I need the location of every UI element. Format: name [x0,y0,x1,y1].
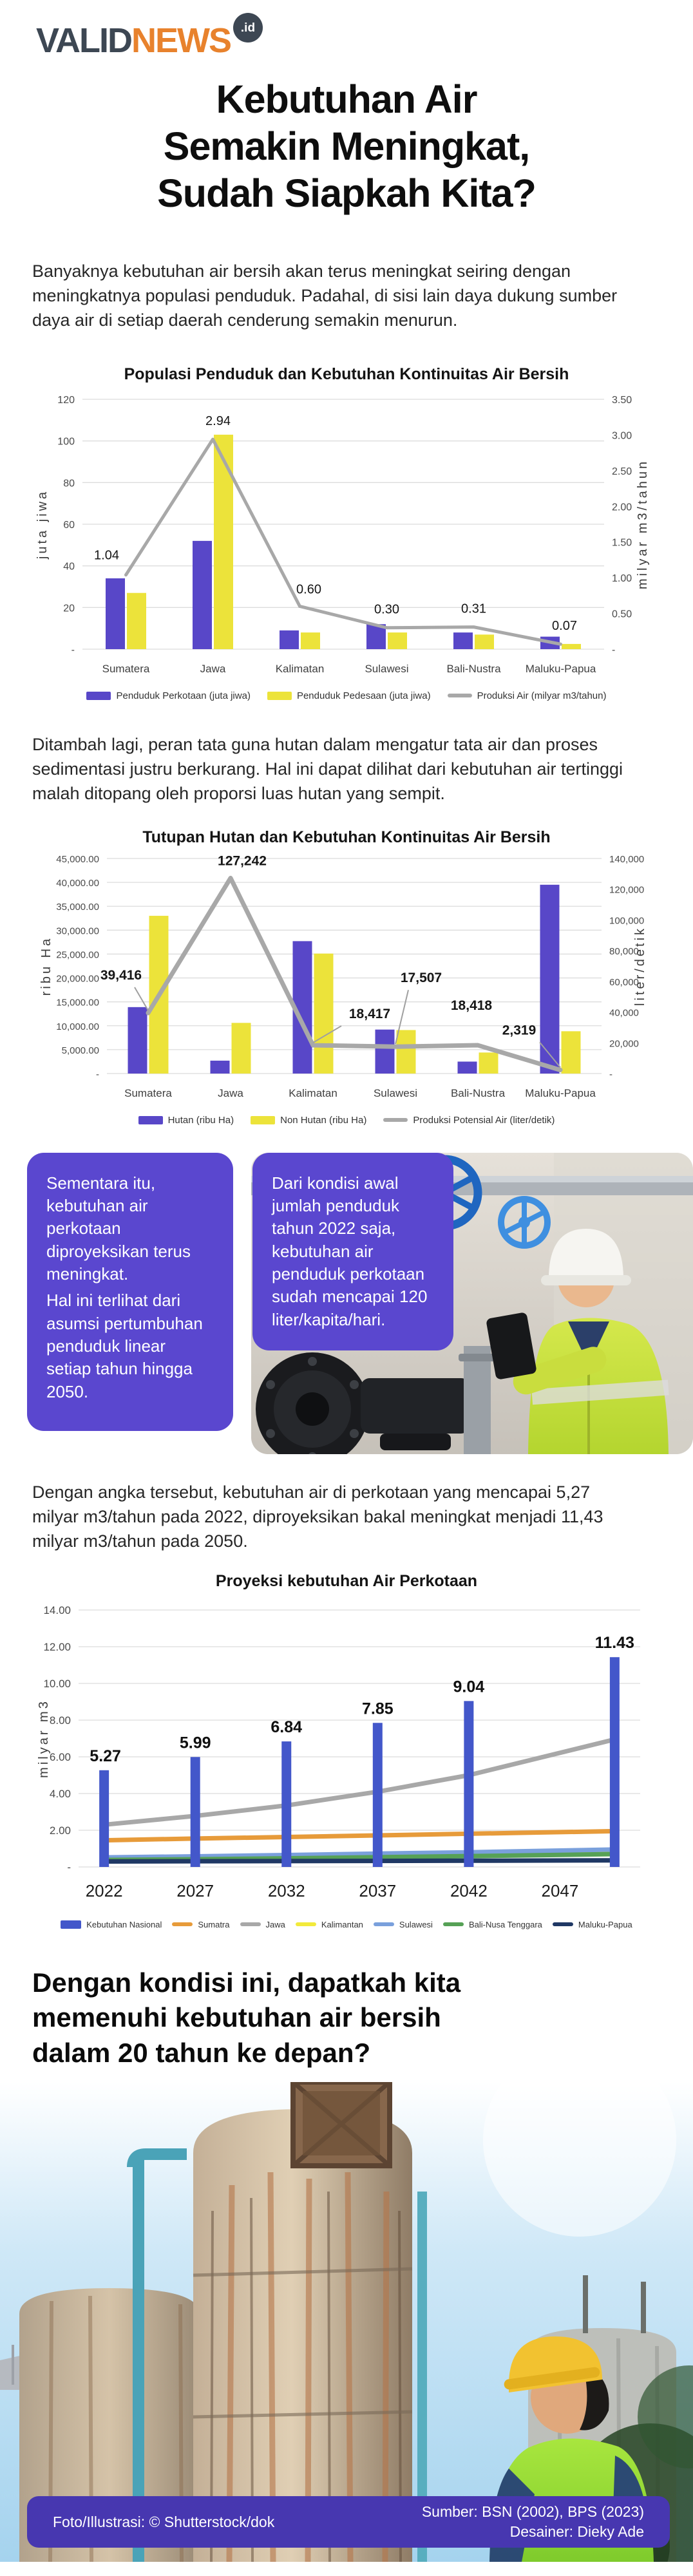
svg-text:20: 20 [63,602,75,614]
svg-text:liter/detik: liter/detik [633,925,647,1006]
legend-label: Produksi Potensial Air (liter/detik) [413,1114,555,1126]
urban-water-projection-chart [31,1593,662,1918]
legend-item [251,1115,366,1126]
svg-text:5,000.00: 5,000.00 [61,1045,99,1056]
forest-chart-section [0,828,693,1126]
population-chart-section [0,365,693,701]
legend-item [443,1920,542,1929]
svg-text:-: - [67,1861,71,1873]
svg-text:10,000.00: 10,000.00 [56,1021,99,1032]
svg-text:30,000.00: 30,000.00 [56,925,99,936]
legend-label: Maluku-Papua [578,1919,632,1929]
svg-text:2027: 2027 [176,1880,214,1900]
legend-swatch [383,1118,408,1122]
legend-item [172,1920,229,1929]
title-line-1: Kebutuhan Air [216,77,477,121]
title-line-2: Semakin Meningkat, [163,124,530,169]
svg-text:40,000: 40,000 [609,1007,639,1019]
legend-swatch [138,1116,163,1124]
svg-text:2037: 2037 [359,1880,397,1900]
svg-text:40,000.00: 40,000.00 [56,877,99,889]
validnews-logo [36,23,693,58]
footer-source: Sumber: BSN (2002), BPS (2023) [421,2503,644,2521]
logo-valid-text: VALID [36,21,131,60]
legend-swatch [172,1922,193,1926]
water-tanks-illustration [0,2082,693,2562]
forest-chart-legend [0,1115,693,1126]
legend-label: Produksi Air (milyar m3/tahun) [477,690,607,701]
population-chart-legend [0,690,693,701]
svg-text:Jawa: Jawa [218,1086,243,1099]
legend-swatch [553,1922,573,1926]
svg-text:18,418: 18,418 [450,998,493,1013]
page-title [26,76,667,218]
projection-chart-section [0,1572,693,1929]
legend-label: Jawa [265,1919,285,1929]
projection-chart-title: Proyeksi kebutuhan Air Perkotaan [215,1571,478,1590]
title-line-3: Sudah Siapkah Kita? [157,171,536,216]
callout-box1-paragraph-1: Sementara itu, kebutuhan air perkotaan diproyeksikan terus meningkat. [46,1173,191,1283]
svg-text:14.00: 14.00 [43,1604,71,1616]
svg-text:10.00: 10.00 [43,1677,71,1690]
svg-text:6.00: 6.00 [49,1750,71,1763]
legend-label: Bali-Nusa Tenggara [468,1919,542,1929]
footer-source-designer [422,2502,644,2542]
svg-text:milyar m3: milyar m3 [37,1698,51,1778]
legend-swatch [86,692,111,700]
svg-text:2032: 2032 [267,1880,305,1900]
svg-text:80,000: 80,000 [609,945,639,957]
legend-item [86,690,250,701]
svg-text:5.99: 5.99 [179,1733,211,1752]
svg-text:2047: 2047 [541,1880,579,1900]
svg-text:120: 120 [57,394,75,406]
svg-text:0.31: 0.31 [461,601,486,616]
population-water-chart [31,386,662,689]
svg-text:2,319: 2,319 [502,1022,536,1037]
svg-text:40: 40 [63,561,75,573]
svg-text:Bali-Nustra: Bali-Nustra [450,1086,506,1099]
svg-text:0.60: 0.60 [296,582,321,597]
legend-swatch [448,694,472,697]
svg-text:-: - [612,644,616,656]
svg-text:0.50: 0.50 [612,609,632,620]
legend-swatch [240,1922,261,1926]
svg-text:Jawa: Jawa [200,662,226,675]
svg-text:20,000: 20,000 [609,1037,639,1049]
legend-swatch [374,1922,394,1926]
svg-text:0.07: 0.07 [552,618,577,633]
footer-designer: Desainer: Dieky Ade [509,2523,644,2541]
svg-text:17,507: 17,507 [400,970,442,985]
footer-photo-credit: Foto/Illustrasi: © Shutterstock/dok [53,2513,275,2530]
population-chart-title: Populasi Penduduk dan Kebutuhan Kontinuitas Air Bersih [124,365,569,383]
legend-item [267,690,431,701]
callout-box-2022 [252,1153,453,1351]
footer-credit-bar [27,2496,670,2548]
svg-text:2.50: 2.50 [612,466,632,477]
svg-text:-: - [609,1068,612,1080]
callout-box-projection [27,1153,233,1431]
legend-item [383,1115,555,1126]
svg-text:8.00: 8.00 [49,1714,71,1727]
svg-text:0.30: 0.30 [374,602,399,617]
legend-label: Kebutuhan Nasional [86,1919,162,1929]
svg-text:1.04: 1.04 [94,548,119,563]
legend-label: Hutan (ribu Ha) [167,1114,234,1126]
closing-question: Dengan kondisi ini, dapatkah kita memenuhi kebutuhan air bersih dalam 20 tahun ke depan? [32,1967,461,2068]
forest-water-chart [31,849,662,1113]
svg-text:2.00: 2.00 [612,501,632,513]
legend-label: Penduduk Pedesaan (juta jiwa) [296,690,431,701]
legend-item [296,1920,363,1929]
legend-swatch [61,1920,81,1929]
legend-label: Kalimantan [321,1919,363,1929]
svg-text:35,000.00: 35,000.00 [56,901,99,913]
projection-paragraph: Dengan angka tersebut, kebutuhan air di perkotaan yang mencapai 5,27 milyar m3/tahun pada 2022, diproyeksikan bakal meningkat menjadi 11,43 milyar m3/tahun pada 2050. [32,1482,603,1551]
svg-text:4.00: 4.00 [49,1787,71,1800]
svg-text:18,417: 18,417 [348,1006,391,1021]
legend-label: Penduduk Perkotaan (juta jiwa) [116,690,251,701]
svg-text:80: 80 [63,477,75,489]
legend-swatch [267,692,292,700]
svg-text:100,000: 100,000 [609,914,645,926]
svg-text:6.84: 6.84 [271,1718,303,1736]
svg-text:15,000.00: 15,000.00 [56,997,99,1009]
svg-text:Kalimatan: Kalimatan [289,1086,337,1099]
legend-item [374,1920,433,1929]
svg-text:12.00: 12.00 [43,1640,71,1653]
logo-id-badge: .id [233,13,263,43]
svg-text:60,000: 60,000 [609,976,639,988]
svg-text:5.27: 5.27 [90,1747,121,1765]
water-tanks-photo [0,2082,693,2562]
svg-text:-: - [96,1068,99,1080]
svg-text:Sulawesi: Sulawesi [373,1086,418,1099]
svg-text:ribu Ha: ribu Ha [39,936,53,996]
svg-text:11.43: 11.43 [594,1633,634,1652]
svg-text:100: 100 [57,436,75,448]
callout-box2-paragraph: Dari kondisi awal jumlah penduduk tahun 2022 saja, kebutuhan air penduduk perkotaan sudah mencapai 120 liter/kapita/hari. [272,1173,428,1329]
legend-swatch [443,1922,464,1926]
logo-news-text: NEWS [131,21,231,60]
projection-chart-legend [0,1920,693,1929]
forest-chart-title: Tutupan Hutan dan Kebutuhan Kontinuitas Air Bersih [142,828,551,846]
legend-label: Non Hutan (ribu Ha) [280,1114,367,1126]
svg-text:127,242: 127,242 [218,853,267,868]
legend-item [138,1115,234,1126]
legend-label: Sumatra [198,1919,230,1929]
svg-text:120,000: 120,000 [609,884,645,896]
svg-text:7.85: 7.85 [361,1699,394,1718]
svg-text:3.50: 3.50 [612,394,632,406]
svg-text:140,000: 140,000 [609,853,645,865]
svg-text:39,416: 39,416 [100,967,142,983]
legend-item [553,1920,632,1929]
svg-text:2042: 2042 [450,1880,488,1900]
svg-text:milyar m3/tahun: milyar m3/tahun [636,459,650,589]
legend-item [240,1920,285,1929]
svg-text:Sumatera: Sumatera [124,1086,172,1099]
svg-text:3.00: 3.00 [612,430,632,441]
svg-text:2022: 2022 [85,1880,123,1900]
intro-paragraph: Banyaknya kebutuhan air bersih akan terus meningkat seiring dengan meningkatnya populasi penduduk. Padahal, di sisi lain daya dukung sumber daya air di setiap daerah cenderung semakin menurun. [32,261,618,330]
svg-text:1.50: 1.50 [612,537,632,549]
callout-box1-paragraph-2: Hal ini terlihat dari asumsi pertumbuhan penduduk linear setiap tahun hingga 2050. [46,1291,203,1401]
legend-swatch [251,1116,275,1124]
svg-text:9.04: 9.04 [453,1677,485,1696]
svg-text:Bali-Nustra: Bali-Nustra [446,662,501,675]
svg-text:-: - [71,644,75,656]
svg-text:Sulawesi: Sulawesi [365,662,409,675]
svg-text:2.94: 2.94 [205,413,231,428]
svg-text:2.00: 2.00 [49,1824,71,1837]
svg-text:20,000.00: 20,000.00 [56,973,99,985]
svg-text:juta jiwa: juta jiwa [35,489,50,559]
svg-text:45,000.00: 45,000.00 [56,853,99,865]
svg-text:Kalimatan: Kalimatan [275,662,325,675]
svg-text:Maluku-Papua: Maluku-Papua [525,662,596,675]
svg-text:Maluku-Papua: Maluku-Papua [525,1086,596,1099]
legend-label: Sulawesi [399,1919,433,1929]
svg-text:1.00: 1.00 [612,573,632,584]
svg-text:Sumatera: Sumatera [102,662,150,675]
callout-section [0,1153,693,1455]
legend-item [61,1920,162,1929]
legend-item [448,690,607,701]
legend-swatch [296,1922,316,1926]
svg-text:25,000.00: 25,000.00 [56,949,99,960]
forest-paragraph: Ditambah lagi, peran tata guna hutan dalam mengatur tata air dan proses sedimentasi justru berkurang. Hal ini dapat dilihat dari kebutuhan air tertinggi malah ditopang oleh proporsi luas hutan yang sempit. [32,734,623,804]
svg-text:60: 60 [63,519,75,531]
